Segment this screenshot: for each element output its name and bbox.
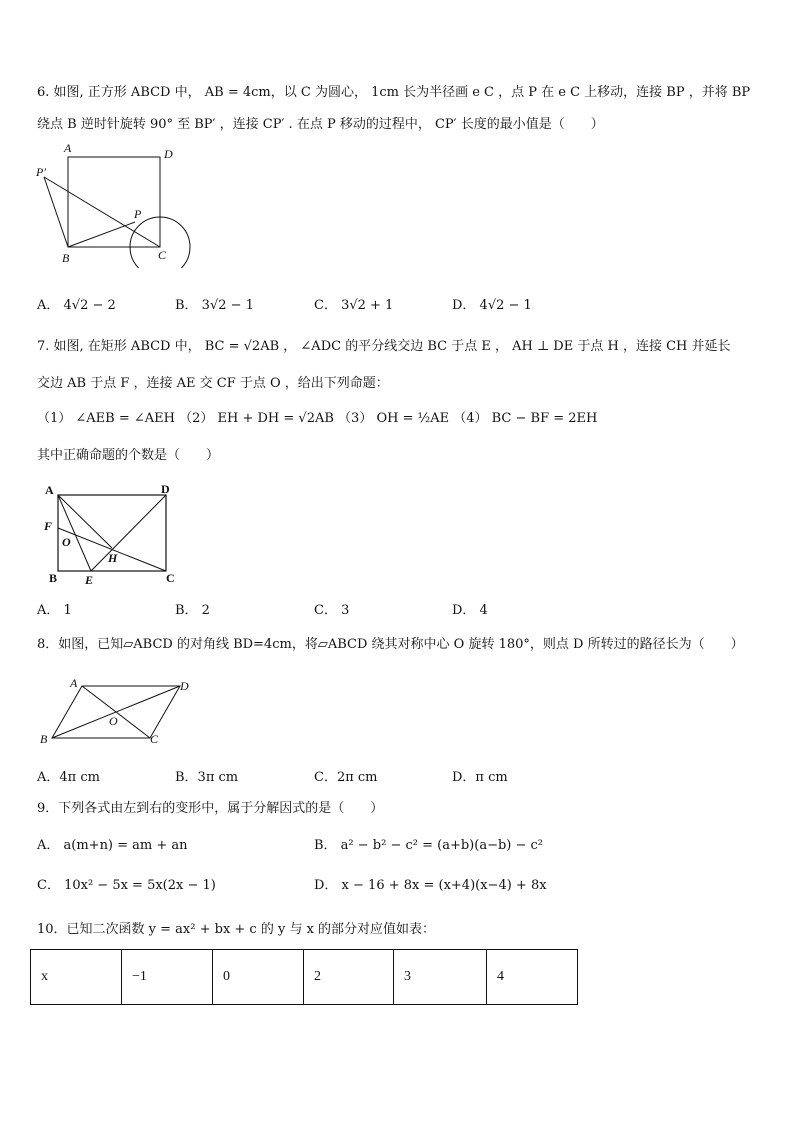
q6-option-d: D． 4√2 − 1 [452, 298, 532, 313]
q8-option-c: C．2π cm [314, 770, 378, 785]
q7-label-h: H [108, 551, 118, 565]
q8-label-o: O [109, 714, 118, 728]
q7-option-a: A． 1 [37, 603, 72, 618]
q7-option-d: D． 4 [452, 603, 488, 618]
table-cell: 2 [304, 950, 394, 1005]
q6-label-pprime: P′ [36, 165, 46, 179]
q7-question: 其中正确命题的个数是（ ） [37, 448, 220, 463]
q8-figure [34, 672, 204, 752]
q8-option-d: D．π cm [452, 770, 508, 785]
q7-label-c: C [166, 571, 175, 585]
q7-segment-ae [58, 495, 91, 571]
q8-label-c: C [150, 732, 159, 746]
q9-option-c: C． 10x² − 5x = 5x(2x − 1) [37, 878, 216, 893]
q6-label-p: P [134, 207, 142, 221]
q7-label-d: D [161, 482, 170, 496]
table-row [31, 950, 578, 1005]
q8-stem: 8．如图，已知▱ABCD 的对角线 BD=4cm，将▱ABCD 绕其对称中心 O 旋转 180°，则点 D 所转过的路径长为（ ） [37, 637, 744, 652]
q6-label-a: A [64, 141, 72, 155]
q6-label-d: D [164, 147, 173, 161]
q6-label-c: C [158, 248, 167, 262]
table-cell: 0 [213, 950, 304, 1005]
q7-option-b: B． 2 [175, 603, 210, 618]
q8-diagonal-ac [82, 686, 150, 738]
q9-option-d: D． x − 16 + 8x = (x+4)(x−4) + 8x [314, 878, 547, 893]
q6-segment-cpp [44, 177, 160, 247]
q7-stem-line2: 交边 AB 于点 F ，连接 AE 交 CF 于点 O ，给出下列命题： [37, 376, 389, 391]
q6-stem-line2: 绕点 B 逆时针旋转 90° 至 BP′ ，连接 CP′ . 在点 P 移动的过程中， CP′ 长度的最小值是（ ） [37, 117, 604, 132]
q6-figure [30, 140, 200, 268]
q7-stem-line1: 7. 如图, 在矩形 ABCD 中， BC = √2AB ， ∠ADC 的平分线交边 BC 于点 E ， AH ⊥ DE 于点 H ，连接 CH 并延长 [37, 339, 731, 354]
table-cell: −1 [122, 950, 213, 1005]
q7-label-e: E [85, 573, 94, 587]
q10-stem: 10．已知二次函数 y = ax² + bx + c 的 y 与 x 的部分对应值如表： [37, 922, 436, 937]
q7-propositions: （1） ∠AEB = ∠AEH （2） EH + DH = √2AB （3） OH = ½AE （4） BC − BF = 2EH [37, 411, 598, 426]
q7-segment-de [91, 495, 166, 571]
q6-segment-bpp [44, 177, 68, 247]
q10-value-table [30, 949, 578, 1005]
q9-option-a: A． a(m+n) = am + an [37, 838, 188, 853]
table-cell: 3 [394, 950, 487, 1005]
q7-option-c: C． 3 [314, 603, 350, 618]
q7-label-b: B [49, 571, 58, 585]
q8-label-d: D [180, 679, 189, 693]
q8-label-b: B [40, 732, 48, 746]
q8-label-a: A [70, 676, 78, 690]
q8-option-a: A．4π cm [37, 770, 100, 785]
q8-option-b: B．3π cm [175, 770, 239, 785]
q6-option-a: A． 4√2 − 2 [37, 298, 116, 313]
q6-stem-line1: 6. 如图, 正方形 ABCD 中， AB = 4cm，以 C 为圆心， 1cm 长为半径画 e C ，点 P 在 e C 上移动，连接 BP ，并将 BP [37, 85, 751, 100]
q9-option-b: B． a² − b² − c² = (a+b)(a−b) − c² [314, 838, 544, 853]
q7-label-a: A [45, 483, 54, 497]
q6-label-b: B [62, 251, 70, 265]
q7-figure [40, 478, 185, 590]
q6-option-b: B． 3√2 − 1 [175, 298, 254, 313]
q9-stem: 9．下列各式由左到右的变形中，属于分解因式的是（ ） [37, 801, 384, 816]
table-cell: 4 [487, 950, 578, 1005]
q7-label-f: F [44, 519, 53, 533]
q6-square [68, 157, 160, 247]
table-cell-x: x [31, 950, 122, 1005]
q7-label-o: O [62, 535, 71, 549]
q6-option-c: C． 3√2 + 1 [314, 298, 394, 313]
